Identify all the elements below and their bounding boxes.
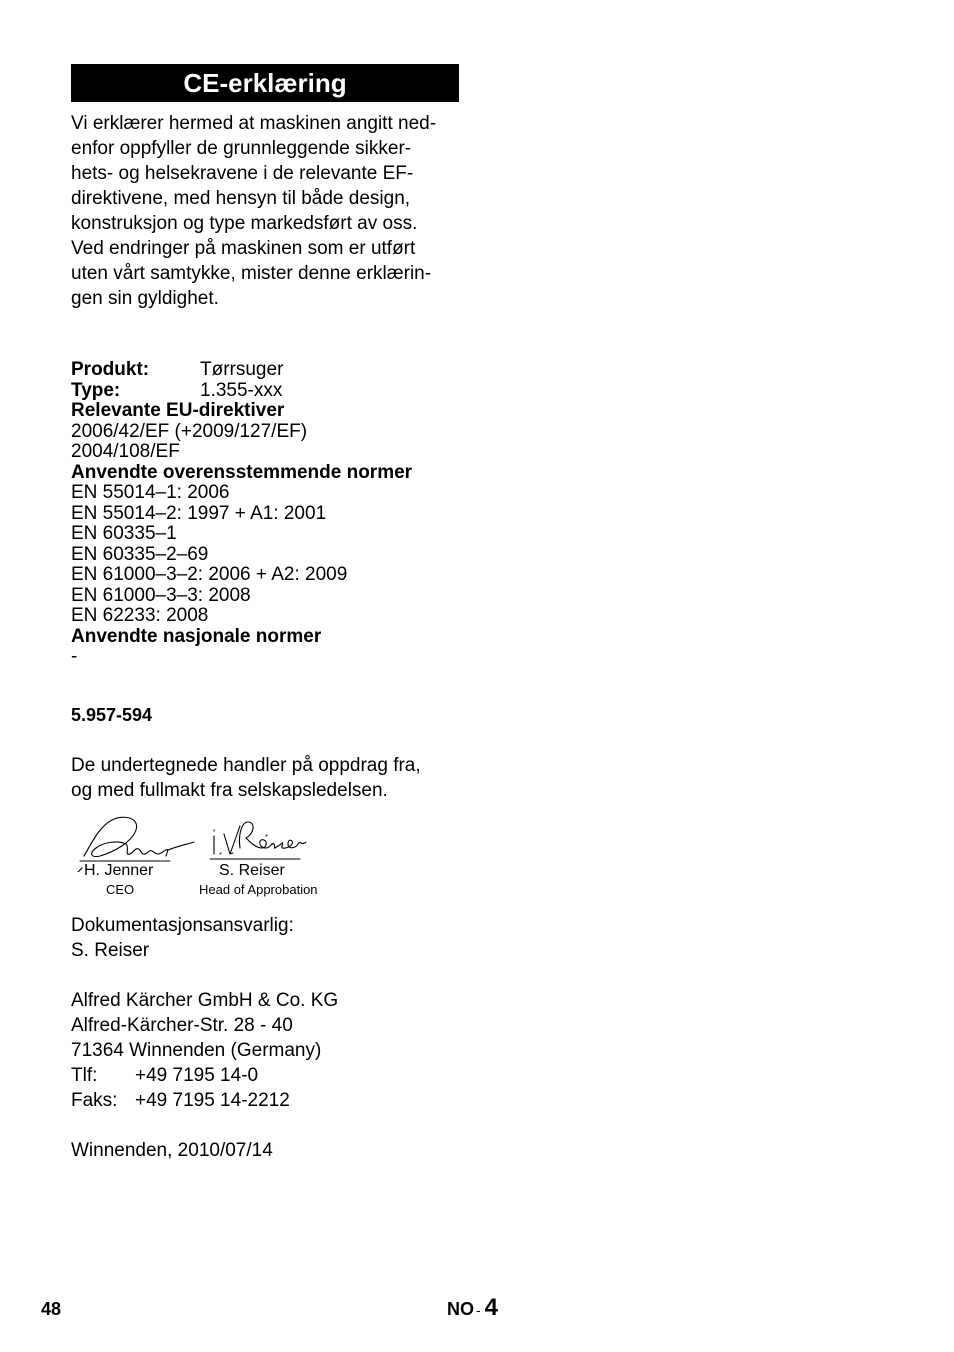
company-name: Alfred Kärcher GmbH & Co. KG [71, 990, 339, 1011]
standard-item: EN 61000–3–3: 2008 [71, 584, 251, 606]
eu-directives-heading: Relevante EU-direktiver [71, 400, 285, 421]
standard-item: EN 60335–2–69 [71, 543, 209, 565]
page-number: 48 [41, 1299, 62, 1319]
phone-number: +49 7195 14-0 [135, 1065, 259, 1086]
standard-item: EN 62233: 2008 [71, 605, 209, 626]
signatory-role: CEO [106, 882, 135, 897]
mandate-line: De undertegnede handler på oppdrag fra, [71, 755, 421, 776]
signatory-name: H. Jenner [84, 862, 154, 879]
eu-directive-item: 2006/42/EF (+2009/127/EF) [71, 420, 308, 442]
standard-item: EN 60335–1 [71, 523, 177, 544]
company-street: Alfred-Kärcher-Str. 28 - 40 [71, 1015, 293, 1036]
document-number: 5.957-594 [71, 705, 153, 725]
company-phone-row [71, 1063, 338, 1088]
intro-line: uten vårt samtykke, mister denne erklærin- [71, 263, 432, 284]
page-title: CE-erklæring [71, 64, 459, 102]
type-label: Type: [71, 379, 121, 401]
standard-item: EN 61000–3–2: 2006 + A2: 2009 [71, 564, 348, 585]
signature-jenner-stroke [168, 842, 194, 850]
footer-section-page: 4 [484, 1294, 499, 1321]
signature-reiser-stroke [266, 835, 267, 836]
company-fax-row [71, 1088, 338, 1113]
fax-label: Faks: [71, 1090, 118, 1111]
company-address [71, 988, 338, 1113]
intro-line: Vi erklærer hermed at maskinen angitt ned- [71, 113, 437, 134]
intro-line: enfor oppfyller de grunnleggende sikker- [71, 138, 412, 159]
product-row [71, 360, 491, 381]
footer-language: NO [447, 1299, 474, 1319]
signature-block [70, 812, 340, 902]
product-label: Produkt: [71, 359, 150, 380]
product-specification [71, 360, 491, 668]
signatory-name: S. Reiser [219, 862, 285, 879]
type-row [71, 381, 491, 402]
documentation-responsible [71, 913, 294, 963]
mandate-statement [71, 753, 471, 803]
footer-section-code [447, 1294, 498, 1322]
standard-item: EN 55014–2: 1997 + A1: 2001 [71, 502, 327, 524]
intro-line: direktivene, med hensyn til både design, [71, 188, 411, 209]
national-standards-value: - [71, 646, 78, 667]
company-city: 71364 Winnenden (Germany) [71, 1040, 322, 1061]
signature-jenner-stroke [84, 817, 168, 856]
product-value: Tørrsuger [200, 359, 284, 380]
intro-line: konstruksjon og type markedsført av oss. [71, 213, 418, 234]
standard-item: EN 55014–1: 2006 [71, 482, 230, 503]
signature-reiser-stroke [224, 826, 240, 854]
national-standards-heading: Anvendte nasjonale normer [71, 625, 322, 647]
signature-reiser-stroke [220, 853, 221, 854]
footer-separator: - [476, 1302, 481, 1318]
intro-line: hets- og helsekravene i de relevante EF- [71, 163, 414, 184]
intro-line: gen sin gyldighet. [71, 288, 219, 309]
signatory-role: Head of Approbation [199, 882, 318, 897]
harmonised-standards-heading: Anvendte overensstemmende normer [71, 461, 413, 483]
eu-directive-item: 2004/108/EF [71, 441, 180, 462]
documentation-label: Dokumentasjonsansvarlig: [71, 915, 294, 936]
mandate-line: og med fullmakt fra selskapsledelsen. [71, 780, 388, 801]
place-and-date: Winnenden, 2010/07/14 [71, 1140, 273, 1161]
signature-jenner-stroke [72, 868, 82, 872]
phone-label: Tlf: [71, 1065, 98, 1086]
documentation-name: S. Reiser [71, 940, 150, 961]
intro-line: Ved endringer på maskinen som er utført [71, 238, 416, 259]
intro-paragraph [71, 111, 463, 311]
type-value: 1.355-xxx [200, 379, 283, 401]
fax-number: +49 7195 14-2212 [135, 1090, 290, 1111]
signature-reiser-stroke [239, 822, 306, 848]
